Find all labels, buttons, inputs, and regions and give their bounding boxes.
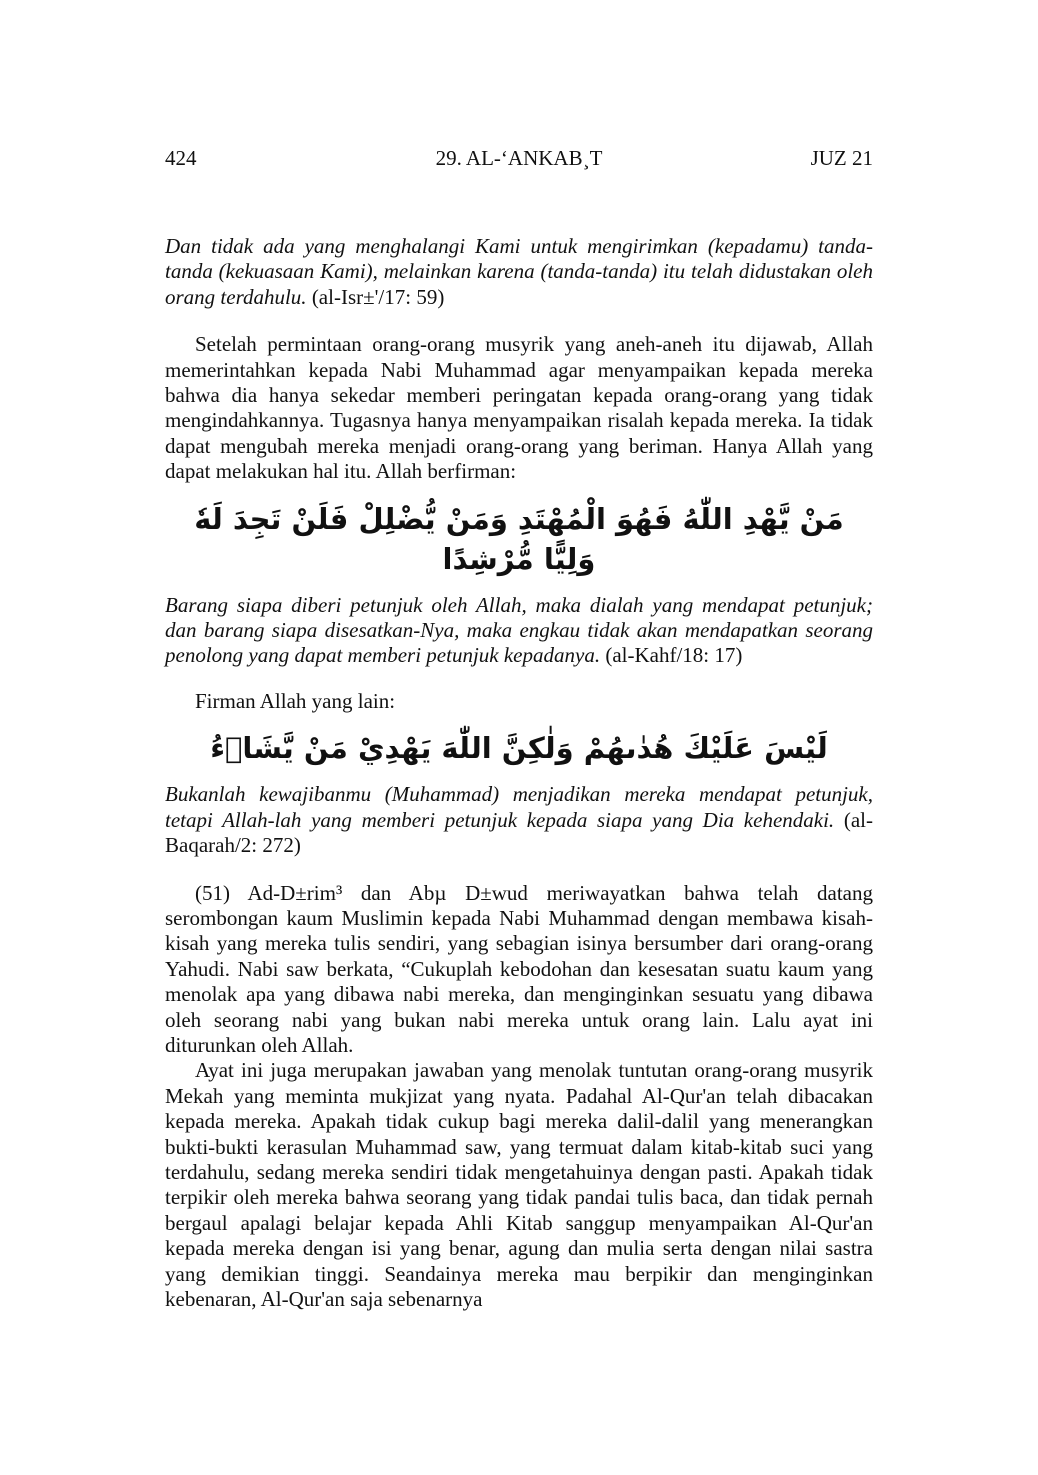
juz-label: JUZ 21 (810, 146, 873, 170)
arabic-verse-2: لَيْسَ عَلَيْكَ هُدٰىهُمْ وَلٰكِنَّ اللّٰهَ يَهْدِيْ مَنْ يَّشَاۤءُ (210, 731, 828, 766)
quote-3-reference: (al-Baqarah/2: 272) (165, 807, 873, 858)
quote-3-text: Bukanlah kewajibanmu (Muhammad) menjadikan mereka mendapat petunjuk, tetapi Allah-lah yang memberi petunjuk kepada siapa yang Dia kehendaki. (165, 782, 873, 832)
paragraph-1: Setelah permintaan orang-orang musyrik yang aneh-aneh itu dijawab, Allah memerintahkan kepada Nabi Muhammad agar menyampaikan kepada mereka bahwa dia hanya sekedar memberi peringatan kepada orang-orang yang tidak mengindahkannya. Tugasnya hanya menyampaikan risalah kepada mereka. Ia tidak dapat mengubah mereka menjadi orang-orang yang beriman. Hanya Allah yang dapat melakukan hal itu. Allah berfirman: (165, 332, 873, 484)
quote-translation-2 (165, 593, 873, 669)
arabic-verse-1: مَنْ يَّهْدِ اللّٰهُ فَهُوَ الْمُهْتَدِ وَمَنْ يُّضْلِلْ فَلَنْ تَجِدَ لَهٗ وَلِيًّا مُّرْشِدًا (194, 501, 844, 576)
quote-2-reference: (al-Kahf/18: 17) (600, 643, 743, 668)
quote-1-reference: (al-Isr±'/17: 59) (306, 284, 445, 309)
quote-1-text: Dan tidak ada yang menghalangi Kami untuk mengirimkan (kepadamu) tanda-tanda (kekuasaan Kami), melainkan karena (tanda-tanda) itu telah didustakan oleh orang terdahulu. (165, 234, 873, 309)
quote-2-text: Barang siapa diberi petunjuk oleh Allah, maka dialah yang mendapat petunjuk; dan barang siapa disesatkan-Nya, maka engkau tidak akan mendapatkan seorang penolong yang dapat memberi petunjuk kepadanya. (165, 592, 873, 668)
running-header (165, 146, 873, 174)
paragraph-4: Ayat ini juga merupakan jawaban yang menolak tuntutan orang-orang musyrik Mekah yang meminta mukjizat yang nyata. Padahal Al-Qur'an telah dibacakan kepada mereka. Apakah tidak cukup bagi mereka dalil-dalil yang menerangkan bukti-bukti kerasulan Muhammad saw, yang termuat dalam kitab-kitab suci yang terdahulu, sedang mereka sendiri tidak mengetahuinya dengan pasti. Apakah tidak terpikir oleh mereka bahwa seorang yang tidak pandai tulis baca, dan tidak pernah bergaul apalagi belajar kepada Ahli Kitab sanggup menyampaikan Al-Qur'an kepada mereka dengan isi yang benar, agung dan mulia serta dengan nilai sastra yang demikian tinggi. Seandainya mereka mau berpikir dan menginginkan kebenaran, Al-Qur'an saja sebenarnya (165, 1058, 873, 1311)
quote-translation-3 (165, 782, 873, 858)
body-text (165, 234, 873, 1312)
paragraph-3: (51) Ad-D±rim³ dan Abµ D±wud meriwayatkan bahwa telah datang serombongan kaum Muslimin kepada Nabi Muhammad dengan membawa kisah-kisah yang mereka tulis sendiri, yang sebagian isinya bersumber dari orang-orang Yahudi. Nabi saw berkata, “Cukuplah kebodohan dan kesesatan suatu kaum yang menolak apa yang dibawa nabi mereka, dan menginginkan sesuatu yang dibawa oleh seorang nabi yang bukan nabi mereka untuk orang lain. Lalu ayat ini diturunkan oleh Allah. (165, 880, 873, 1057)
paragraph-2: Firman Allah yang lain: (195, 688, 396, 713)
surah-title: 29. AL-‘ANKAB¸T (435, 146, 603, 170)
page-number: 424 (165, 146, 197, 170)
quote-translation-1 (165, 234, 873, 310)
